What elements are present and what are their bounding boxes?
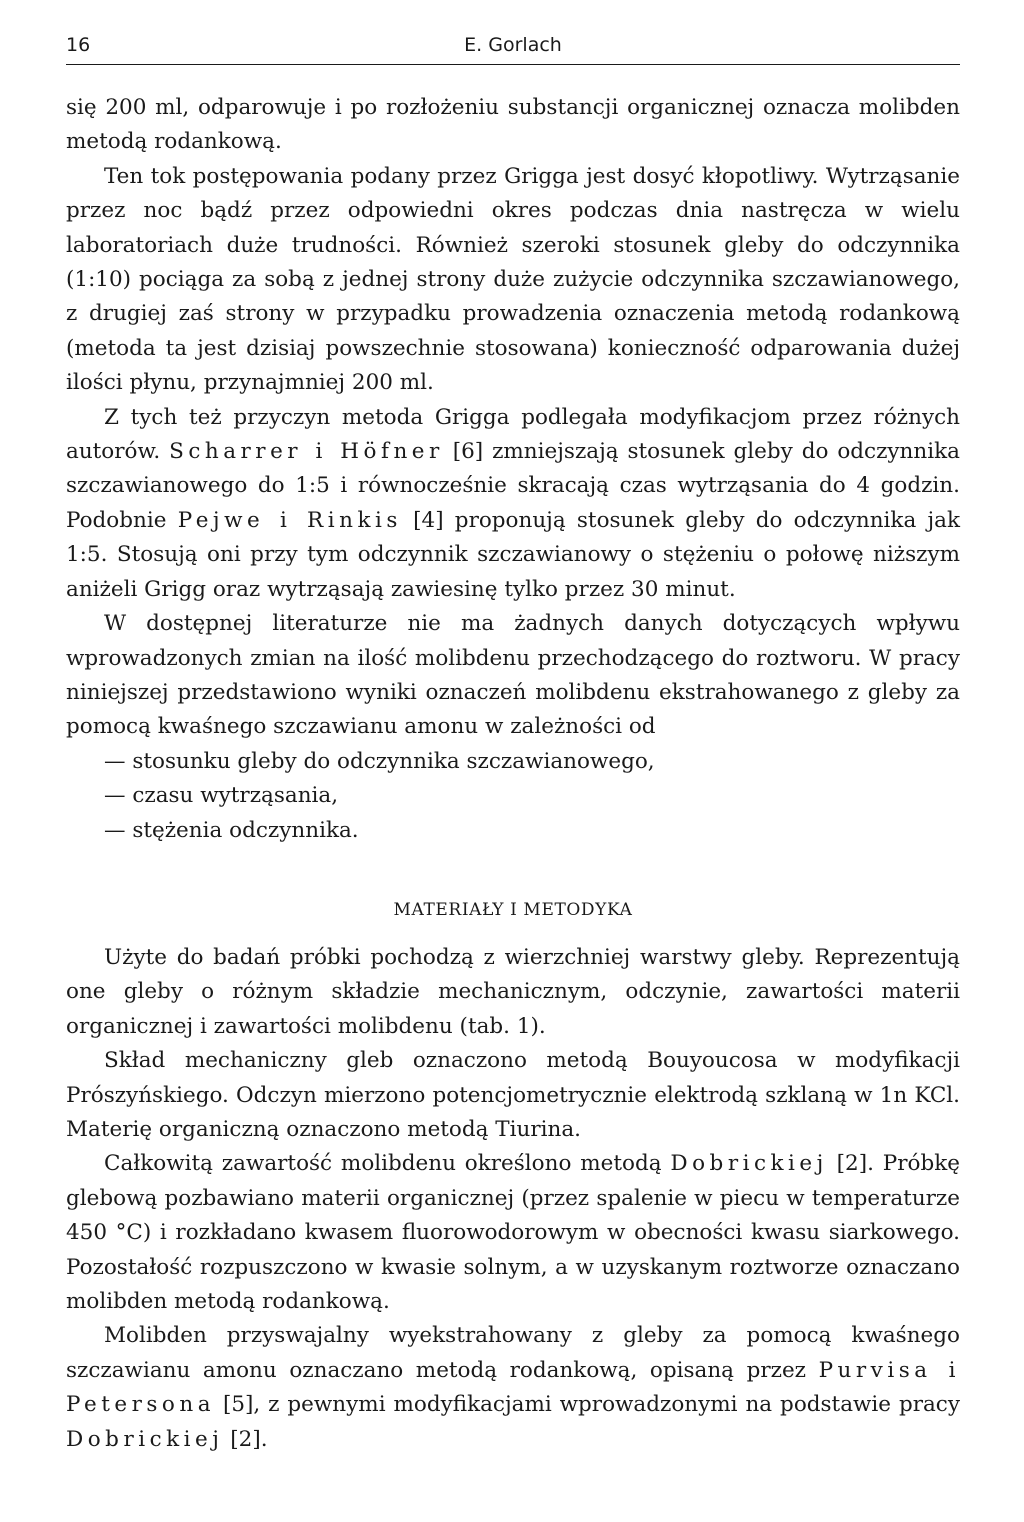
- page: [66, 0, 960, 1457]
- paragraph: Skład mechaniczny gleb oznaczono metodą Bouyoucosa w modyfikacji Prószyńskiego. Odczyn mierzono potencjometrycznie elektrodą szklaną w 1n KCl. Materię organiczną oznaczono metodą Tiurina.: [66, 1048, 960, 1142]
- page-number: 16: [66, 34, 91, 56]
- text-run: Molibden przyswajalny wyekstrahowany z gleby za pomocą kwaśnego szczawianu amonu oznaczano metodą rodankową, opisaną przez: [66, 1323, 960, 1383]
- author-name: Scharrer i Höfner: [169, 439, 444, 465]
- text-run: Całkowitą zawartość molibdenu określono metodą: [104, 1151, 662, 1177]
- text-run: [2].: [230, 1426, 268, 1452]
- author-name: Purvisa i Petersona: [66, 1357, 960, 1418]
- text-run: [5], z pewnymi modyfikacjami wprowadzonymi na podstawie pracy: [222, 1392, 960, 1418]
- running-head: [66, 0, 960, 64]
- header-rule: [66, 64, 960, 65]
- dash-list: [66, 745, 960, 848]
- list-item: — stosunku gleby do odczynnika szczawianowego,: [104, 748, 655, 774]
- paragraph: Użyte do badań próbki pochodzą z wierzchniej warstwy gleby. Reprezentują one gleby o różnym składzie mechanicznym, odczynie, zawartości materii organicznej i zawartości molibdenu (tab. 1).: [66, 944, 960, 1039]
- running-title: E. Gorlach: [464, 34, 562, 56]
- author-name: Dobrickiej: [670, 1151, 828, 1177]
- paragraph: [66, 1147, 960, 1319]
- paragraph-continued: się 200 ml, odparowuje i po rozłożeniu substancji organicznej oznacza molibden metodą rodankową.: [66, 95, 960, 155]
- paragraph: [66, 401, 960, 607]
- text-run: Z tych też przyczyn metoda Grigga podlegała modyfikacjom przez różnych autorów.: [66, 404, 960, 465]
- text-run: [4] proponują stosunek gleby do odczynnika jak 1:5. Stosują oni przy tym odczynnik szczawianowy o stężeniu o połowę niższym aniżeli Grigg oraz wytrząsają zawiesinę tylko przez 30 minut.: [66, 507, 960, 602]
- text-run: [2]. Próbkę glebową pozbawiano materii organicznej (przez spalenie w piecu w temperaturze 450 °C) i rozkładano kwasem fluorowodorowym w obecności kwasu siarkowego. Pozostałość rozpuszczono w kwasie solnym, a w uzyskanym roztworze oznaczano molibden metodą rodankową.: [66, 1151, 960, 1314]
- list-item: — stężenia odczynnika.: [104, 817, 359, 843]
- body-text: [66, 91, 960, 1457]
- paragraph: Ten tok postępowania podany przez Grigga jest dosyć kłopotliwy. Wytrząsanie przez noc bądź przez odpowiedni okres podczas dnia nastręcza w wielu laboratoriach duże trudności. Również szeroki stosunek gleby do odczynnika (1:10) pociąga za sobą z jednej strony duże zużycie odczynnika szczawianowego, z drugiej zaś strony w przypadku prowadzenia oznaczenia metodą rodankową (metoda ta jest dzisiaj powszechnie stosowana) konieczność odparowania dużej ilości płynu, przynajmniej 200 ml.: [66, 163, 960, 396]
- author-name: Pejwe i Rinkis: [177, 507, 402, 533]
- paragraph: W dostępnej literaturze nie ma żadnych danych dotyczących wpływu wprowadzonych zmian na ilość molibdenu przechodzącego do roztworu. W pracy niniejszej przedstawiono wyniki oznaczeń molibdenu ekstrahowanego z gleby za pomocą kwaśnego szczawianu amonu w zależności od: [66, 611, 960, 740]
- text-run: [6] zmniejszają stosunek gleby do odczynnika szczawianowego do 1:5 i równocześnie skracają czas wytrząsania do 4 godzin. Podobnie: [66, 439, 960, 533]
- author-name: Dobrickiej: [66, 1426, 224, 1452]
- section-heading: MATERIAŁY I METODYKA: [393, 899, 633, 920]
- list-item: — czasu wytrząsania,: [104, 783, 339, 809]
- paragraph: [66, 1319, 960, 1457]
